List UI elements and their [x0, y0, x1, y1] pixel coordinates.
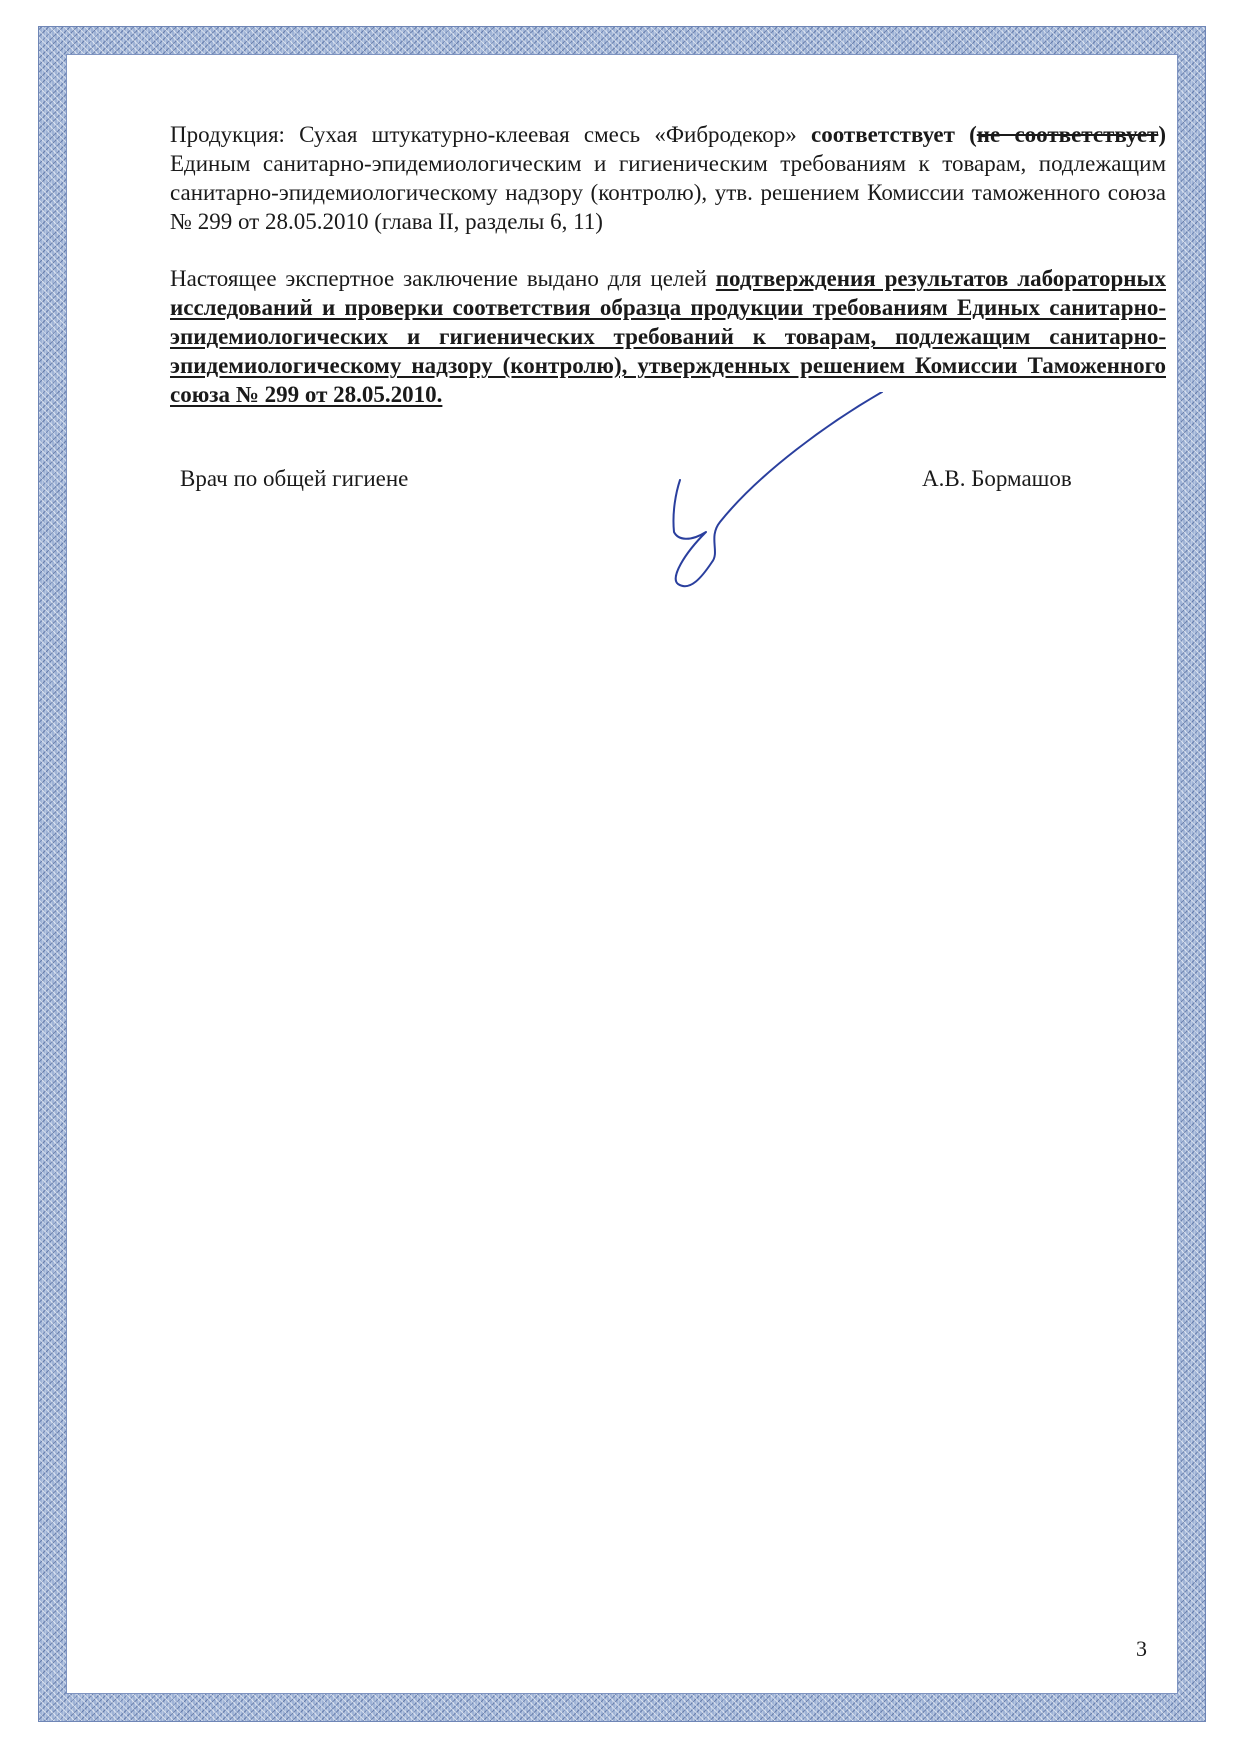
purpose-underlined-text: подтверждения результатов лабораторных исследований и проверки соответствия образца продукции требованиям Единых санитарно-эпидемиологических и гигиенических требований к товарам, подлежащим санитарно-эпидемиологическому надзору (контролю), утвержденных решением Комиссии Таможенного союза № 299 от 28.05.2010. — [170, 266, 1166, 407]
requirements-text: Единым санитарно-эпидемиологическим и гигиеническим требованиям к товарам, подлежащим санитарно-эпидемиологическому надзору (контролю), утв. решением Комиссии таможенного союза № 299 от 28.05.2010 (глава II, разделы 6, 11) — [170, 151, 1166, 234]
product-conformity-paragraph — [170, 120, 1166, 236]
open-paren: ( — [954, 122, 977, 147]
struck-verdict-text: не соответствует — [976, 122, 1159, 147]
signatory-name: А.В. Бормашов — [922, 466, 1072, 491]
close-paren: ) — [1158, 122, 1166, 147]
signatory-role: Врач по общей гигиене — [180, 466, 409, 491]
product-lead-text: Продукция: Сухая штукатурно-клеевая смесь «Фибродекор» — [170, 122, 812, 147]
purpose-lead-text: Настоящее экспертное заключение выдано для целей — [170, 266, 716, 291]
handwritten-signature — [650, 392, 900, 592]
verdict-text: соответствует — [811, 122, 955, 147]
purpose-paragraph — [170, 264, 1166, 409]
page-number: 3 — [1136, 1636, 1147, 1661]
